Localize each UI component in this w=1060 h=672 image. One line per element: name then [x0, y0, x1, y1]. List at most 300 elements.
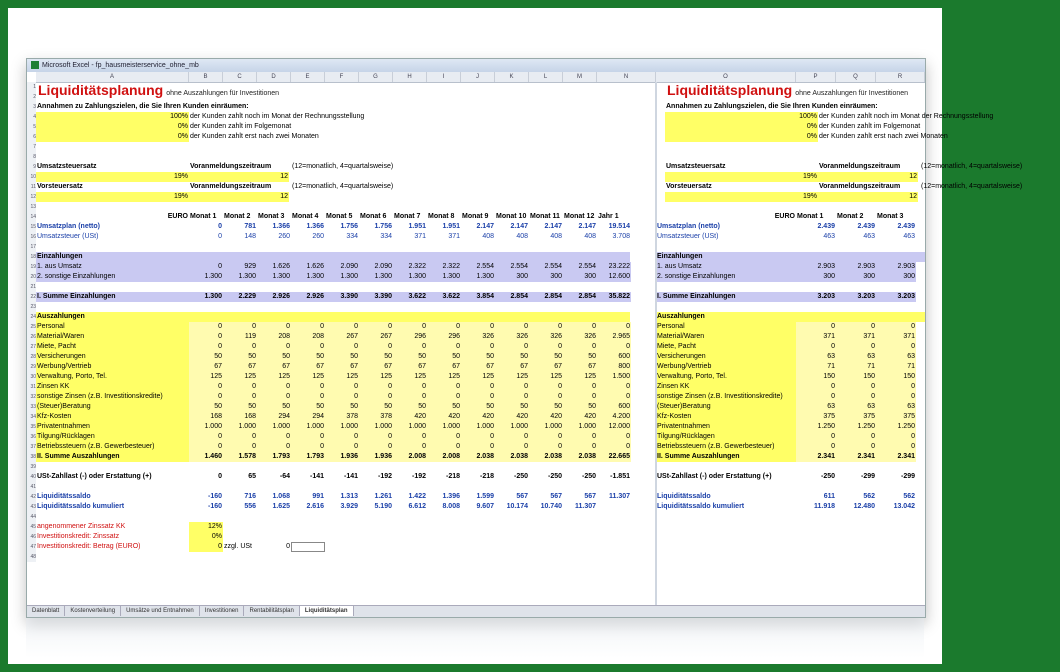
- row-label-right[interactable]: USt-Zahllast (-) oder Erstattung (+): [657, 473, 772, 480]
- value-cell[interactable]: 1.936: [325, 452, 359, 462]
- value-cell[interactable]: 0: [291, 342, 325, 352]
- month-header[interactable]: Monat 5: [326, 213, 353, 220]
- value-cell[interactable]: 1.793: [257, 452, 291, 462]
- value-cell[interactable]: 1.951: [408, 223, 426, 230]
- row-number[interactable]: 44: [27, 512, 36, 522]
- row-number[interactable]: 21: [27, 282, 36, 292]
- value-cell[interactable]: 2.926: [291, 292, 325, 302]
- value-cell-right[interactable]: 12.480: [853, 503, 875, 510]
- value-cell-right[interactable]: 562: [863, 493, 875, 500]
- value-cell[interactable]: 0: [393, 322, 427, 332]
- value-cell[interactable]: 50: [325, 352, 359, 362]
- value-cell[interactable]: 8.008: [442, 503, 460, 510]
- value-cell[interactable]: 0: [291, 382, 325, 392]
- value-cell[interactable]: 0: [461, 442, 495, 452]
- value-cell-right[interactable]: 150: [796, 372, 836, 382]
- value-cell[interactable]: 1.000: [427, 422, 461, 432]
- value-cell[interactable]: -218: [445, 473, 460, 480]
- value-cell[interactable]: 11.307: [608, 493, 630, 500]
- value-cell[interactable]: 267: [359, 332, 393, 342]
- value-cell-right[interactable]: 1.250: [876, 422, 916, 432]
- value-cell[interactable]: 50: [291, 352, 325, 362]
- value-cell[interactable]: 0: [223, 322, 257, 332]
- value-cell[interactable]: 50: [461, 352, 495, 362]
- value-cell[interactable]: 1.000: [223, 422, 257, 432]
- row-number[interactable]: 3: [27, 102, 36, 112]
- value-cell[interactable]: 0: [393, 392, 427, 402]
- value-cell-right[interactable]: 0: [836, 382, 876, 392]
- period-value-2[interactable]: 12: [818, 192, 918, 202]
- month-header[interactable]: Monat 9: [462, 213, 489, 220]
- value-cell[interactable]: 408: [482, 233, 494, 240]
- value-cell[interactable]: 0: [257, 442, 291, 452]
- value-cell[interactable]: 125: [325, 372, 359, 382]
- value-cell-right[interactable]: 71: [796, 362, 836, 372]
- column-header-I[interactable]: I: [427, 72, 461, 82]
- row-number[interactable]: 1: [27, 82, 36, 92]
- value-cell-right[interactable]: 3.203: [876, 292, 916, 302]
- assumption-pct[interactable]: 0%: [36, 132, 189, 142]
- row-number[interactable]: 16: [27, 232, 36, 242]
- value-cell[interactable]: 0: [529, 432, 563, 442]
- value-cell[interactable]: 1.000: [461, 422, 495, 432]
- period-value[interactable]: 12: [818, 172, 918, 182]
- value-cell[interactable]: -192: [377, 473, 392, 480]
- value-cell[interactable]: 125: [393, 372, 427, 382]
- month-header-right[interactable]: Monat 3: [877, 213, 904, 220]
- value-cell[interactable]: 0: [359, 432, 393, 442]
- row-label[interactable]: II. Summe Auszahlungen: [36, 452, 189, 462]
- interest-rate-label[interactable]: angenommener Zinssatz KK: [37, 523, 126, 530]
- row-label[interactable]: I. Summe Einzahlungen: [36, 292, 189, 302]
- period-note[interactable]: (12=monatlich, 4=quartalsweise): [292, 163, 394, 170]
- value-cell-right[interactable]: 2.903: [796, 262, 836, 272]
- value-cell-right[interactable]: 11.918: [813, 503, 835, 510]
- value-cell[interactable]: 1.300: [359, 272, 393, 282]
- value-cell[interactable]: 2.554: [495, 262, 529, 272]
- value-cell-right[interactable]: 371: [796, 332, 836, 342]
- sheet-tab[interactable]: Datenblatt: [27, 606, 65, 616]
- month-header[interactable]: Monat 4: [292, 213, 319, 220]
- value-cell[interactable]: 1.300: [189, 272, 223, 282]
- value-cell-right[interactable]: 63: [876, 352, 916, 362]
- value-cell[interactable]: 119: [223, 332, 257, 342]
- selected-cell[interactable]: [291, 542, 325, 552]
- value-cell[interactable]: 2.008: [393, 452, 427, 462]
- value-cell[interactable]: 2.965: [597, 332, 631, 342]
- value-cell-right[interactable]: 463: [823, 233, 835, 240]
- value-cell[interactable]: 0: [325, 342, 359, 352]
- value-cell[interactable]: 1.300: [291, 272, 325, 282]
- value-cell[interactable]: 296: [427, 332, 461, 342]
- value-cell[interactable]: 420: [529, 412, 563, 422]
- value-cell[interactable]: 1.000: [495, 422, 529, 432]
- ust-label[interactable]: Umsatzsteuersatz: [37, 163, 97, 170]
- row-number[interactable]: 34: [27, 412, 36, 422]
- value-cell[interactable]: 2.147: [510, 223, 528, 230]
- value-cell[interactable]: 2.147: [476, 223, 494, 230]
- value-cell[interactable]: 1.300: [461, 272, 495, 282]
- row-number[interactable]: 37: [27, 442, 36, 452]
- row-label-right[interactable]: sonstige Zinsen (z.B. Investitionskredite): [656, 392, 796, 402]
- value-cell[interactable]: 67: [325, 362, 359, 372]
- month-header[interactable]: Monat 12: [564, 213, 595, 220]
- section-header-right[interactable]: Einzahlungen: [656, 252, 925, 262]
- value-cell[interactable]: 0: [563, 442, 597, 452]
- value-cell-right[interactable]: 63: [796, 352, 836, 362]
- month-header-right[interactable]: EURO: [774, 213, 795, 220]
- value-cell[interactable]: 2.147: [544, 223, 562, 230]
- column-header-D[interactable]: D: [257, 72, 291, 82]
- value-cell[interactable]: 1.936: [359, 452, 393, 462]
- value-cell[interactable]: 168: [189, 412, 223, 422]
- vst-value[interactable]: 19%: [665, 192, 818, 202]
- value-cell-right[interactable]: 2.341: [836, 452, 876, 462]
- month-header-right[interactable]: Monat 1: [797, 213, 824, 220]
- value-cell[interactable]: 0: [359, 382, 393, 392]
- value-cell-right[interactable]: 611: [823, 493, 835, 500]
- value-cell[interactable]: 3.622: [427, 292, 461, 302]
- value-cell[interactable]: 3.708: [612, 233, 630, 240]
- interest-rate-value[interactable]: 12%: [189, 522, 223, 532]
- row-number[interactable]: 39: [27, 462, 36, 472]
- assumption-text[interactable]: der Kunden zahlt erst nach zwei Monaten: [190, 133, 319, 140]
- assumption-pct[interactable]: 100%: [665, 112, 818, 122]
- value-cell[interactable]: 3.622: [393, 292, 427, 302]
- row-number[interactable]: 5: [27, 122, 36, 132]
- row-number[interactable]: 2: [27, 92, 36, 102]
- row-number[interactable]: 36: [27, 432, 36, 442]
- value-cell[interactable]: 67: [291, 362, 325, 372]
- value-cell-right[interactable]: 463: [903, 233, 915, 240]
- row-label-right[interactable]: Umsatzsteuer (USt): [657, 233, 719, 240]
- value-cell[interactable]: 208: [257, 332, 291, 342]
- value-cell[interactable]: 1.313: [340, 493, 358, 500]
- month-header[interactable]: Monat 1: [190, 213, 217, 220]
- value-cell[interactable]: 267: [325, 332, 359, 342]
- column-header-H[interactable]: H: [393, 72, 427, 82]
- assumption-text[interactable]: der Kunden zahlt noch im Monat der Rechnungsstellung: [190, 113, 365, 120]
- value-cell[interactable]: 35.822: [597, 292, 631, 302]
- value-cell[interactable]: 0: [529, 442, 563, 452]
- value-cell[interactable]: 0: [461, 432, 495, 442]
- row-label-right[interactable]: Verwaltung, Porto, Tel.: [656, 372, 796, 382]
- period-label-2[interactable]: Voranmeldungszeitraum: [819, 183, 901, 190]
- value-cell-right[interactable]: 2.903: [876, 262, 916, 272]
- value-cell[interactable]: [597, 502, 631, 512]
- value-cell[interactable]: 2.554: [461, 262, 495, 272]
- value-cell[interactable]: 3.390: [325, 292, 359, 302]
- value-cell[interactable]: 0: [218, 233, 222, 240]
- value-cell[interactable]: 3.390: [359, 292, 393, 302]
- value-cell[interactable]: 0: [257, 432, 291, 442]
- value-cell[interactable]: 0: [529, 392, 563, 402]
- value-cell[interactable]: -160: [207, 503, 222, 510]
- row-label[interactable]: Verwaltung, Porto, Tel.: [36, 372, 189, 382]
- value-cell[interactable]: 67: [223, 362, 257, 372]
- row-label[interactable]: Personal: [36, 322, 189, 332]
- value-cell[interactable]: 50: [563, 402, 597, 412]
- value-cell[interactable]: 420: [495, 412, 529, 422]
- value-cell[interactable]: 1.068: [272, 493, 290, 500]
- section-header-right[interactable]: Auszahlungen: [656, 312, 925, 322]
- value-cell-right[interactable]: 2.439: [897, 223, 915, 230]
- column-header-K[interactable]: K: [495, 72, 529, 82]
- row-label[interactable]: Material/Waren: [36, 332, 189, 342]
- row-number[interactable]: 40: [27, 472, 36, 482]
- value-cell[interactable]: 1.625: [272, 503, 290, 510]
- value-cell[interactable]: -141: [343, 473, 358, 480]
- row-number[interactable]: 32: [27, 392, 36, 402]
- value-cell[interactable]: 300: [529, 272, 563, 282]
- value-cell[interactable]: 0: [427, 322, 461, 332]
- column-header-Q[interactable]: Q: [836, 72, 876, 82]
- value-cell-right[interactable]: 0: [796, 382, 836, 392]
- value-cell-right[interactable]: 0: [836, 322, 876, 332]
- value-cell[interactable]: 1.000: [291, 422, 325, 432]
- value-cell[interactable]: 2.854: [563, 292, 597, 302]
- value-cell[interactable]: 1.261: [374, 493, 392, 500]
- value-cell[interactable]: 260: [278, 233, 290, 240]
- vst-label[interactable]: Vorsteuersatz: [666, 183, 712, 190]
- value-cell[interactable]: 125: [529, 372, 563, 382]
- value-cell[interactable]: 0: [393, 442, 427, 452]
- value-cell[interactable]: 2.854: [495, 292, 529, 302]
- ust-label[interactable]: Umsatzsteuersatz: [666, 163, 726, 170]
- value-cell[interactable]: 0: [223, 432, 257, 442]
- sheet-tab[interactable]: Umsätze und Entnahmen: [121, 606, 200, 616]
- assumption-pct[interactable]: 100%: [36, 112, 189, 122]
- value-cell[interactable]: 0: [563, 382, 597, 392]
- row-label[interactable]: Miete, Pacht: [36, 342, 189, 352]
- value-cell[interactable]: 67: [393, 362, 427, 372]
- value-cell[interactable]: 148: [244, 233, 256, 240]
- value-cell[interactable]: 326: [563, 332, 597, 342]
- assumptions-heading[interactable]: Annahmen zu Zahlungszielen, die Sie Ihren Kunden einräumen:: [37, 103, 249, 110]
- value-cell-right[interactable]: 13.042: [893, 503, 915, 510]
- value-cell-right[interactable]: 0: [796, 392, 836, 402]
- value-cell[interactable]: 326: [529, 332, 563, 342]
- period-value-2[interactable]: 12: [189, 192, 289, 202]
- value-cell[interactable]: 0: [218, 473, 222, 480]
- row-label-right[interactable]: Versicherungen: [656, 352, 796, 362]
- row-label[interactable]: (Steuer)Beratung: [36, 402, 189, 412]
- value-cell[interactable]: 50: [291, 402, 325, 412]
- value-cell[interactable]: 2.038: [461, 452, 495, 462]
- row-number[interactable]: 38: [27, 452, 36, 462]
- vst-label[interactable]: Vorsteuersatz: [37, 183, 83, 190]
- row-number[interactable]: 28: [27, 352, 36, 362]
- value-cell[interactable]: 0: [461, 392, 495, 402]
- value-cell[interactable]: 378: [325, 412, 359, 422]
- value-cell-right[interactable]: 0: [876, 392, 916, 402]
- value-cell[interactable]: 0: [325, 322, 359, 332]
- row-number[interactable]: 4: [27, 112, 36, 122]
- value-cell[interactable]: 50: [189, 402, 223, 412]
- value-cell-right[interactable]: 300: [836, 272, 876, 282]
- value-cell[interactable]: 567: [516, 493, 528, 500]
- value-cell[interactable]: 2.038: [529, 452, 563, 462]
- value-cell[interactable]: 991: [312, 493, 324, 500]
- value-cell[interactable]: 0: [495, 392, 529, 402]
- row-label[interactable]: Kfz-Kosten: [36, 412, 189, 422]
- pane-split[interactable]: [655, 82, 657, 606]
- sheet-tab[interactable]: Kostenverteilung: [65, 606, 121, 616]
- assumption-pct[interactable]: 0%: [665, 132, 818, 142]
- period-label[interactable]: Voranmeldungszeitraum: [190, 163, 272, 170]
- column-header-F[interactable]: F: [325, 72, 359, 82]
- section-header[interactable]: Einzahlungen: [36, 252, 630, 262]
- value-cell[interactable]: 0: [529, 322, 563, 332]
- row-number[interactable]: 8: [27, 152, 36, 162]
- row-number[interactable]: 19: [27, 262, 36, 272]
- value-cell[interactable]: 125: [461, 372, 495, 382]
- value-cell[interactable]: 1.500: [597, 372, 631, 382]
- value-cell[interactable]: 1.000: [325, 422, 359, 432]
- value-cell[interactable]: 168: [223, 412, 257, 422]
- value-cell[interactable]: 0: [223, 342, 257, 352]
- value-cell[interactable]: 2.554: [563, 262, 597, 272]
- column-header-P[interactable]: P: [796, 72, 836, 82]
- row-label[interactable]: Umsatzsteuer (USt): [37, 233, 99, 240]
- row-label-right[interactable]: Zinsen KK: [656, 382, 796, 392]
- row-label-right[interactable]: I. Summe Einzahlungen: [656, 292, 796, 302]
- value-cell[interactable]: 0: [325, 392, 359, 402]
- row-number[interactable]: 13: [27, 202, 36, 212]
- value-cell-right[interactable]: 3.203: [836, 292, 876, 302]
- value-cell[interactable]: 1.300: [189, 292, 223, 302]
- column-header-C[interactable]: C: [223, 72, 257, 82]
- row-label[interactable]: Liquiditätssaldo kumuliert: [37, 503, 125, 510]
- value-cell[interactable]: 12.000: [597, 422, 631, 432]
- row-label-right[interactable]: 1. aus Umsatz: [656, 262, 796, 272]
- value-cell[interactable]: 0: [325, 382, 359, 392]
- value-cell[interactable]: 23.222: [597, 262, 631, 272]
- period-value[interactable]: 12: [189, 172, 289, 182]
- value-cell[interactable]: 0: [189, 432, 223, 442]
- value-cell-right[interactable]: 0: [876, 432, 916, 442]
- value-cell[interactable]: 0: [529, 382, 563, 392]
- value-cell[interactable]: 567: [584, 493, 596, 500]
- value-cell[interactable]: 0: [189, 442, 223, 452]
- value-cell[interactable]: 67: [427, 362, 461, 372]
- value-cell[interactable]: 67: [189, 362, 223, 372]
- value-cell[interactable]: 0: [359, 392, 393, 402]
- value-cell[interactable]: 1.366: [272, 223, 290, 230]
- value-cell-right[interactable]: 2.341: [876, 452, 916, 462]
- assumption-text[interactable]: der Kunden zahlt im Folgemonat: [190, 123, 292, 130]
- value-cell[interactable]: 0: [597, 342, 631, 352]
- row-label[interactable]: sonstige Zinsen (z.B. Investitionskredite): [36, 392, 189, 402]
- value-cell[interactable]: 11.307: [574, 503, 596, 510]
- value-cell[interactable]: 22.665: [597, 452, 631, 462]
- value-cell[interactable]: 2.616: [306, 503, 324, 510]
- row-label[interactable]: Liquiditätssaldo: [37, 493, 91, 500]
- value-cell[interactable]: 567: [550, 493, 562, 500]
- sheet-tab[interactable]: Rentabilitätsplan: [244, 606, 299, 616]
- row-label[interactable]: Zinsen KK: [36, 382, 189, 392]
- value-cell[interactable]: 3.929: [340, 503, 358, 510]
- value-cell[interactable]: 378: [359, 412, 393, 422]
- row-number[interactable]: 14: [27, 212, 36, 222]
- row-label-right[interactable]: II. Summe Auszahlungen: [656, 452, 796, 462]
- value-cell[interactable]: 0: [189, 392, 223, 402]
- value-cell[interactable]: 0: [257, 382, 291, 392]
- column-header-L[interactable]: L: [529, 72, 563, 82]
- value-cell-right[interactable]: 2.439: [817, 223, 835, 230]
- row-label[interactable]: Privatentnahmen: [36, 422, 189, 432]
- value-cell-right[interactable]: 71: [876, 362, 916, 372]
- value-cell[interactable]: 0: [189, 342, 223, 352]
- value-cell-right[interactable]: 3.203: [796, 292, 836, 302]
- value-cell-right[interactable]: 150: [876, 372, 916, 382]
- row-label-right[interactable]: Liquiditätssaldo kumuliert: [657, 503, 745, 510]
- value-cell[interactable]: 0: [563, 392, 597, 402]
- value-cell[interactable]: 334: [380, 233, 392, 240]
- value-cell[interactable]: 929: [223, 262, 257, 272]
- row-number[interactable]: 6: [27, 132, 36, 142]
- value-cell[interactable]: 0: [359, 442, 393, 452]
- column-header-A[interactable]: A: [36, 72, 189, 82]
- value-cell[interactable]: 296: [393, 332, 427, 342]
- value-cell[interactable]: 208: [291, 332, 325, 342]
- value-cell-right[interactable]: 0: [876, 342, 916, 352]
- value-cell[interactable]: 0: [393, 342, 427, 352]
- value-cell[interactable]: 125: [257, 372, 291, 382]
- value-cell[interactable]: 300: [563, 272, 597, 282]
- row-number[interactable]: 35: [27, 422, 36, 432]
- row-label-right[interactable]: Betriebssteuern (z.B. Gewerbesteuer): [656, 442, 796, 452]
- row-number[interactable]: 41: [27, 482, 36, 492]
- value-cell[interactable]: 0: [427, 442, 461, 452]
- value-cell[interactable]: 125: [563, 372, 597, 382]
- row-label-right[interactable]: Kfz-Kosten: [656, 412, 796, 422]
- value-cell[interactable]: 0: [597, 432, 631, 442]
- row-number[interactable]: 20: [27, 272, 36, 282]
- value-cell[interactable]: 67: [257, 362, 291, 372]
- row-label-right[interactable]: 2. sonstige Einzahlungen: [656, 272, 796, 282]
- value-cell[interactable]: 1.000: [257, 422, 291, 432]
- value-cell[interactable]: 1.300: [393, 272, 427, 282]
- value-cell[interactable]: 50: [563, 352, 597, 362]
- value-cell[interactable]: 1.396: [442, 493, 460, 500]
- value-cell-right[interactable]: 71: [836, 362, 876, 372]
- row-label-right[interactable]: Miete, Pacht: [656, 342, 796, 352]
- row-number[interactable]: 45: [27, 522, 36, 532]
- value-cell-right[interactable]: 0: [796, 342, 836, 352]
- value-cell[interactable]: 50: [359, 402, 393, 412]
- vat-note[interactable]: zzgl. USt: [224, 543, 253, 550]
- value-cell[interactable]: 50: [393, 402, 427, 412]
- ust-value[interactable]: 19%: [36, 172, 189, 182]
- row-number[interactable]: 15: [27, 222, 36, 232]
- row-number[interactable]: 12: [27, 192, 36, 202]
- value-cell-right[interactable]: 63: [876, 402, 916, 412]
- value-cell-right[interactable]: -299: [860, 473, 875, 480]
- value-cell[interactable]: 50: [461, 402, 495, 412]
- value-cell-right[interactable]: 300: [876, 272, 916, 282]
- value-cell[interactable]: 6.612: [408, 503, 426, 510]
- month-header[interactable]: Monat 3: [258, 213, 285, 220]
- value-cell[interactable]: 0: [393, 382, 427, 392]
- value-cell[interactable]: 260: [312, 233, 324, 240]
- value-cell-right[interactable]: 371: [876, 332, 916, 342]
- value-cell[interactable]: 50: [257, 402, 291, 412]
- value-cell[interactable]: 50: [529, 352, 563, 362]
- value-cell[interactable]: 67: [461, 362, 495, 372]
- value-cell-right[interactable]: 63: [796, 402, 836, 412]
- period-note[interactable]: (12=monatlich, 4=quartalsweise): [921, 163, 1023, 170]
